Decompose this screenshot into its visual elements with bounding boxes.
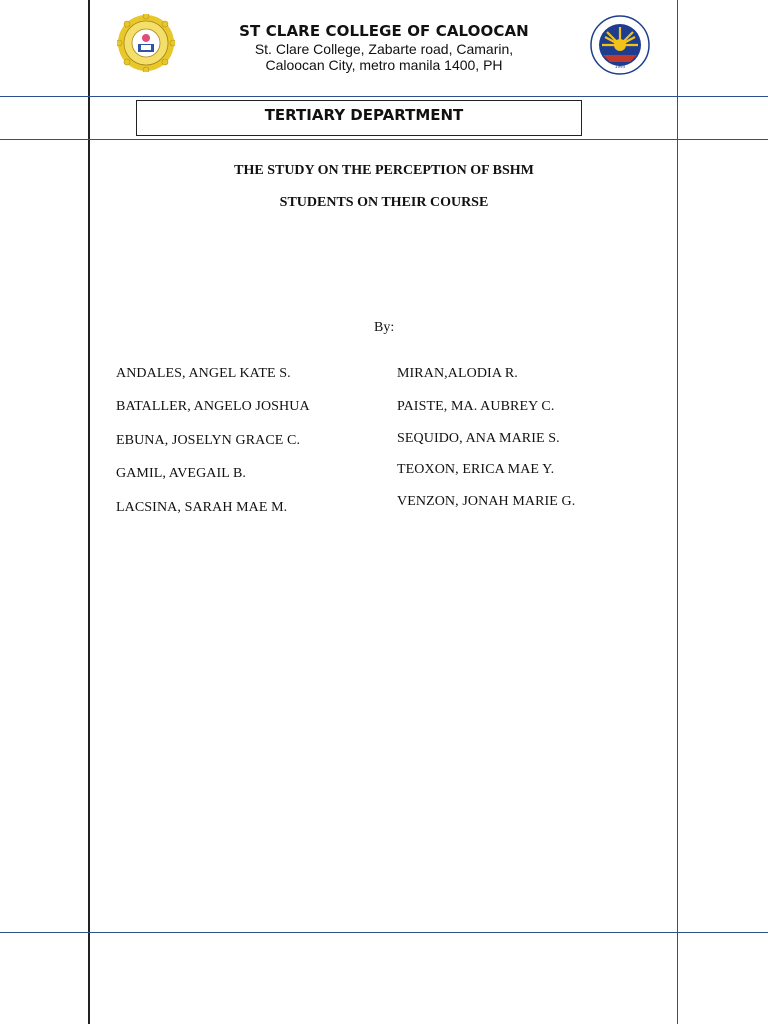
right-margin-rule [677, 0, 678, 1024]
header-top-rule [0, 96, 768, 97]
seal-year: 1994 [614, 64, 626, 69]
author-name: ANDALES, ANGEL KATE S. [116, 366, 291, 381]
department-title: TERTIARY DEPARTMENT [264, 106, 464, 124]
author-name: VENZON, JONAH MARIE G. [397, 494, 576, 509]
footer-rule [0, 932, 768, 933]
author-name: MIRAN,ALODIA R. [397, 366, 518, 381]
college-address-line2: Caloocan City, metro manila 1400, PH [265, 57, 503, 73]
left-margin-rule [88, 0, 90, 1024]
author-name: SEQUIDO, ANA MARIE S. [397, 431, 560, 446]
author-name: EBUNA, JOSELYN GRACE C. [116, 433, 301, 448]
author-name: TEOXON, ERICA MAE Y. [397, 462, 555, 477]
author-name: LACSINA, SARAH MAE M. [116, 500, 288, 515]
study-title-line2: STUDENTS ON THEIR COURSE [279, 195, 489, 210]
college-address-line1: St. Clare College, Zabarte road, Camarin, [254, 41, 514, 57]
author-name: PAISTE, MA. AUBREY C. [397, 399, 555, 414]
by-label: By: [374, 320, 395, 335]
college-name: ST CLARE COLLEGE OF CALOOCAN [239, 22, 529, 40]
author-name: GAMIL, AVEGAIL B. [116, 466, 247, 481]
author-name: BATALLER, ANGELO JOSHUA [116, 399, 310, 414]
header-bottom-rule [0, 139, 768, 140]
study-title-line1: THE STUDY ON THE PERCEPTION OF BSHM [234, 163, 534, 178]
